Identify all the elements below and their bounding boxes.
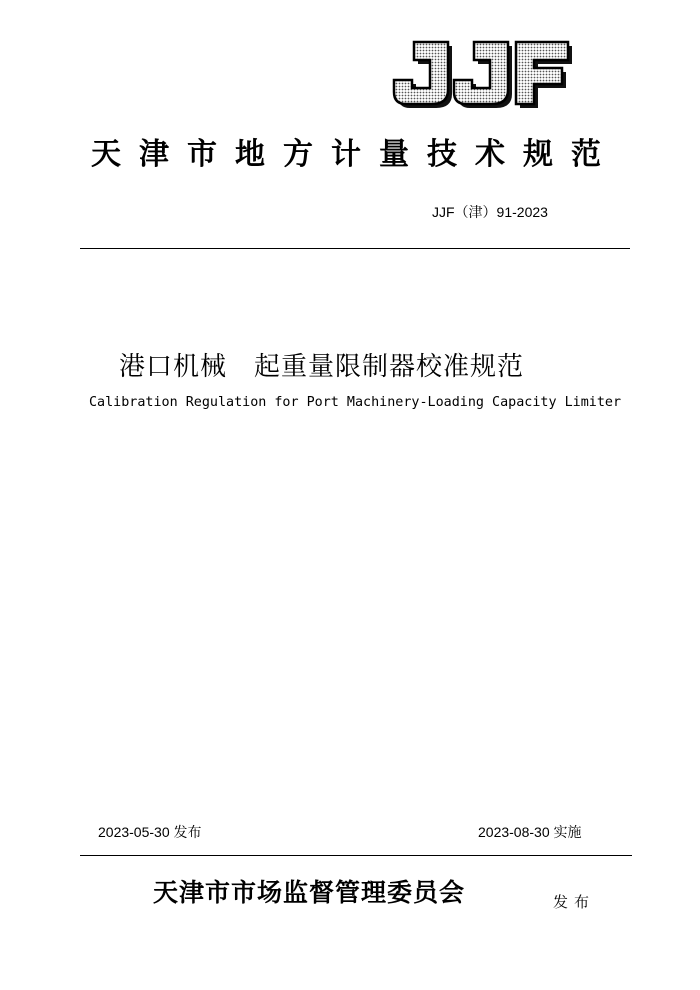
- series-title: 天津市地方计量技术规范: [91, 137, 619, 172]
- document-number: JJF（津）91-2023: [432, 204, 548, 220]
- publish-label: 发布: [553, 893, 596, 911]
- jjf-logo: [392, 40, 574, 110]
- document-title-chinese: 港口机械 起重量限制器校准规范: [119, 352, 525, 382]
- header-divider: [80, 248, 630, 249]
- logo-letter-f: [516, 42, 568, 104]
- document-title-english: Calibration Regulation for Port Machinery-Loading Capacity Limiter: [88, 395, 622, 410]
- implementation-date: 2023-08-30 实施: [478, 824, 582, 840]
- publisher-name: 天津市市场监督管理委员会: [153, 878, 466, 907]
- footer-divider: [80, 855, 632, 856]
- logo-letter-j2: [454, 42, 508, 104]
- logo-letter-j1: [394, 42, 448, 104]
- issue-date: 2023-05-30 发布: [98, 824, 202, 840]
